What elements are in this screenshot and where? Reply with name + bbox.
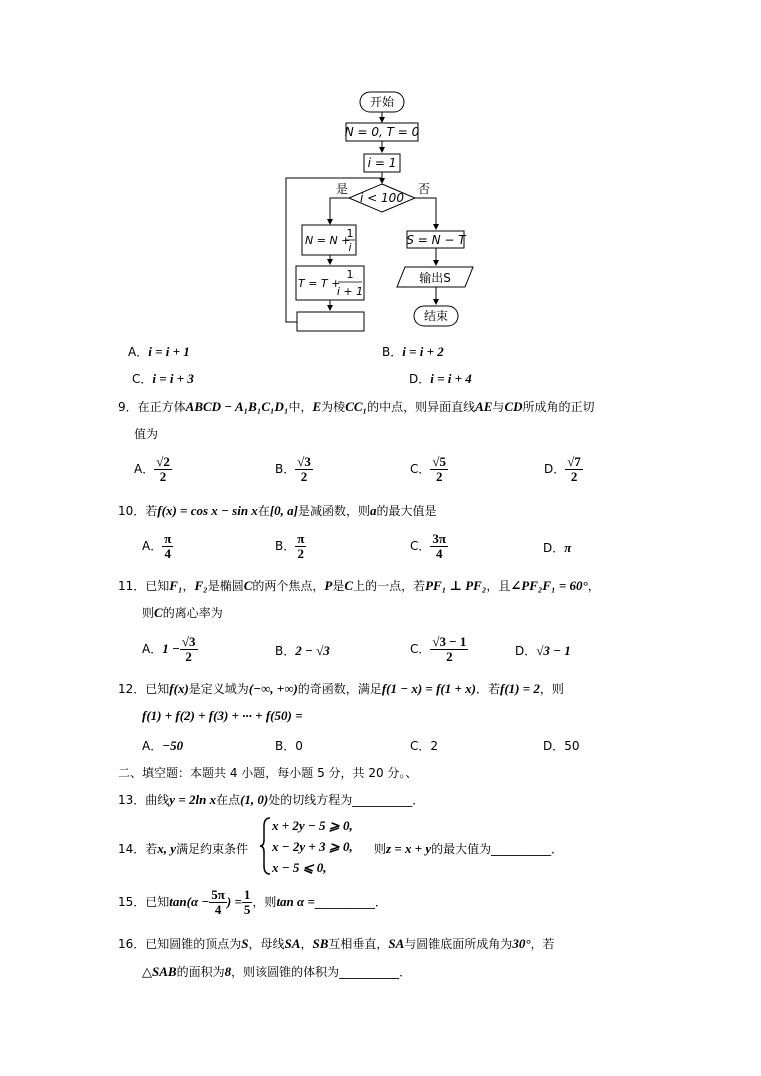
- section-2-heading: 二、填空题：本题共 4 小题，每小题 5 分，共 20 分。、: [118, 766, 418, 780]
- q8-option-d: D．i = i + 4: [409, 371, 472, 386]
- q14-constraint-1: x + 2y − 5 ⩾ 0,: [272, 818, 353, 833]
- q9-option-b: B． $\frac{√3}{2}$: [275, 454, 311, 484]
- q11-stem-line2: 则C的离心率为: [142, 605, 223, 620]
- q8-option-b: B．i = i + 2: [382, 344, 444, 359]
- step-n-num: 1: [346, 227, 354, 240]
- q10-option-d: D．π: [543, 540, 572, 555]
- q11-option-a: A．1 − $\frac{√3}{2}$: [142, 634, 196, 664]
- step-n-lhs: N = N +: [305, 234, 351, 247]
- step-s-label: S = N − T: [406, 233, 466, 247]
- q12-option-a: A．−50: [142, 738, 184, 753]
- q9-stem: 9．在正方体ABCD − A₁B₁C₁D₁中，E为棱CC₁的中点，则异面直线AE与CD所成角的正切: [118, 399, 595, 414]
- output-label: 输出S: [419, 271, 451, 285]
- end-label: 结束: [423, 309, 449, 323]
- q12-stem: 12．已知f(x)是定义域为(−∞, +∞)的奇函数，满足f(1 − x) = f(1 + x)．若f(1) = 2，则: [118, 681, 564, 696]
- q9-stem-line2: 值为: [134, 427, 159, 441]
- start-label: 开始: [369, 95, 395, 109]
- q10-stem: 10．若f(x) = cos x − sin x在[0, a]是减函数，则a的最大值是: [118, 503, 437, 518]
- q12-option-b: B．0: [275, 739, 303, 753]
- q11-stem: 11．已知F₁，F₂是椭圆C的两个焦点，P是C上的一点，若PF₁ ⊥ PF₂，且∠PF₂F₁ = 60°，: [118, 578, 600, 593]
- condition-label: i < 100: [360, 191, 404, 205]
- q9-option-d: D． $\frac{√7}{2}$: [544, 454, 581, 484]
- q10-option-a: A． $\frac{\pi}{4}$: [142, 531, 172, 561]
- q12-stem-line2: f(1) + f(2) + f(3) + ··· + f(50) =: [142, 708, 303, 723]
- step-t-num: 1: [346, 268, 354, 281]
- init-label-2: i = 1: [367, 156, 397, 170]
- q12-option-c: C．2: [410, 739, 439, 753]
- q14-stem-left: 14．若x, y满足约束条件: [118, 841, 249, 856]
- q15-stem: 15．已知tan(α − $\frac{5\pi}{4}$ ) = $\frac{1}{5}$ ，则tan α =__________．: [118, 887, 387, 917]
- q9-option-c: C． $\frac{√5}{2}$: [410, 454, 447, 484]
- init-label-1: N = 0, T = 0: [344, 125, 420, 139]
- q11-option-d: D．√3 − 1: [515, 643, 571, 658]
- step-t-lhs: T = T +: [298, 277, 341, 290]
- q10-option-c: C． $\frac{3\pi}{4}$: [410, 531, 447, 561]
- q16-stem: 16．已知圆锥的顶点为S，母线SA，SB互相垂直，SA与圆锥底面所成角为30°，若: [118, 936, 555, 951]
- yes-label: 是: [336, 182, 349, 196]
- q11-option-c: C． $\frac{√3 - 1}{2}$: [410, 634, 467, 664]
- q14-constraint-3: x − 5 ⩽ 0,: [272, 860, 327, 875]
- q12-option-d: D．50: [543, 739, 580, 753]
- q14-brace: [258, 816, 272, 876]
- blank-step-dot: .: [328, 299, 332, 313]
- q14-stem-right: 则z = x + y的最大值为__________．: [374, 841, 564, 856]
- q9-option-a: A． $\frac{√2}{2}$: [134, 454, 170, 484]
- q13-stem: 13．曲线y = 2ln x在点(1, 0)处的切线方程为__________．: [118, 792, 425, 807]
- q11-option-b: B．2 − √3: [275, 643, 330, 658]
- q8-option-c: C．i = i + 3: [132, 371, 194, 386]
- q8-option-a: A．i = i + 1: [128, 344, 190, 359]
- q10-option-b: B． $\frac{\pi}{2}$: [275, 531, 305, 561]
- q14-constraint-2: x − 2y + 3 ⩾ 0,: [272, 839, 353, 854]
- no-label: 否: [418, 182, 431, 196]
- step-n-den: i: [348, 241, 352, 254]
- blank-step-box: [297, 312, 364, 331]
- q16-stem-line2: △SAB的面积为8，则该圆锥的体积为__________．: [142, 964, 412, 979]
- flowchart: [0, 0, 761, 345]
- step-t-den: i + 1: [336, 285, 364, 298]
